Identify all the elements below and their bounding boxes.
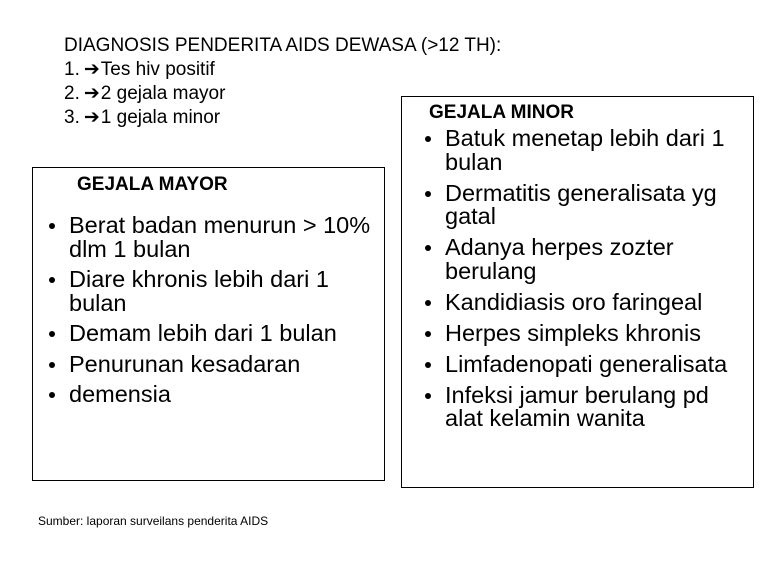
list-item: Berat badan menurun > 10% dlm 1 bulan — [40, 214, 380, 261]
list-item: Dermatitis generalisata yg gatal — [416, 182, 752, 229]
list-item: Diare khronis lebih dari 1 bulan — [40, 268, 380, 315]
list-item: Penurunan kesadaran — [40, 353, 380, 377]
minor-symptoms-box — [401, 96, 754, 488]
list-item: Herpes simpleks khronis — [416, 322, 752, 346]
right-arrow-icon: ➔ — [83, 107, 100, 128]
list-item: Batuk menetap lebih dari 1 bulan — [416, 127, 752, 174]
major-symptoms-title: GEJALA MAYOR — [77, 174, 228, 195]
list-item: Infeksi jamur berulang pd alat kelamin wanita — [416, 384, 752, 431]
list-item: Limfadenopati generalisata — [416, 353, 752, 377]
minor-symptoms-title: GEJALA MINOR — [429, 102, 574, 123]
criteria-text: 1 gejala minor — [100, 107, 221, 128]
criteria-text: 2 gejala mayor — [100, 83, 226, 104]
criteria-number: 2. — [64, 83, 80, 104]
criteria-number: 1. — [64, 59, 80, 80]
list-item: demensia — [40, 383, 380, 407]
list-item: Kandidiasis oro faringeal — [416, 291, 752, 315]
minor-symptoms-list — [416, 127, 752, 438]
right-arrow-icon: ➔ — [83, 83, 100, 104]
list-item: Demam lebih dari 1 bulan — [40, 322, 380, 346]
criteria-item — [64, 58, 501, 82]
criteria-number: 3. — [64, 107, 80, 128]
criteria-text: Tes hiv positif — [100, 59, 215, 80]
right-arrow-icon: ➔ — [83, 59, 100, 80]
page-title: DIAGNOSIS PENDERITA AIDS DEWASA (>12 TH): — [64, 35, 502, 56]
major-symptoms-box — [32, 167, 385, 481]
source-note: Sumber: laporan surveilans penderita AIDS — [38, 514, 269, 528]
major-symptoms-list — [40, 214, 380, 414]
list-item: Adanya herpes zozter berulang — [416, 236, 752, 283]
